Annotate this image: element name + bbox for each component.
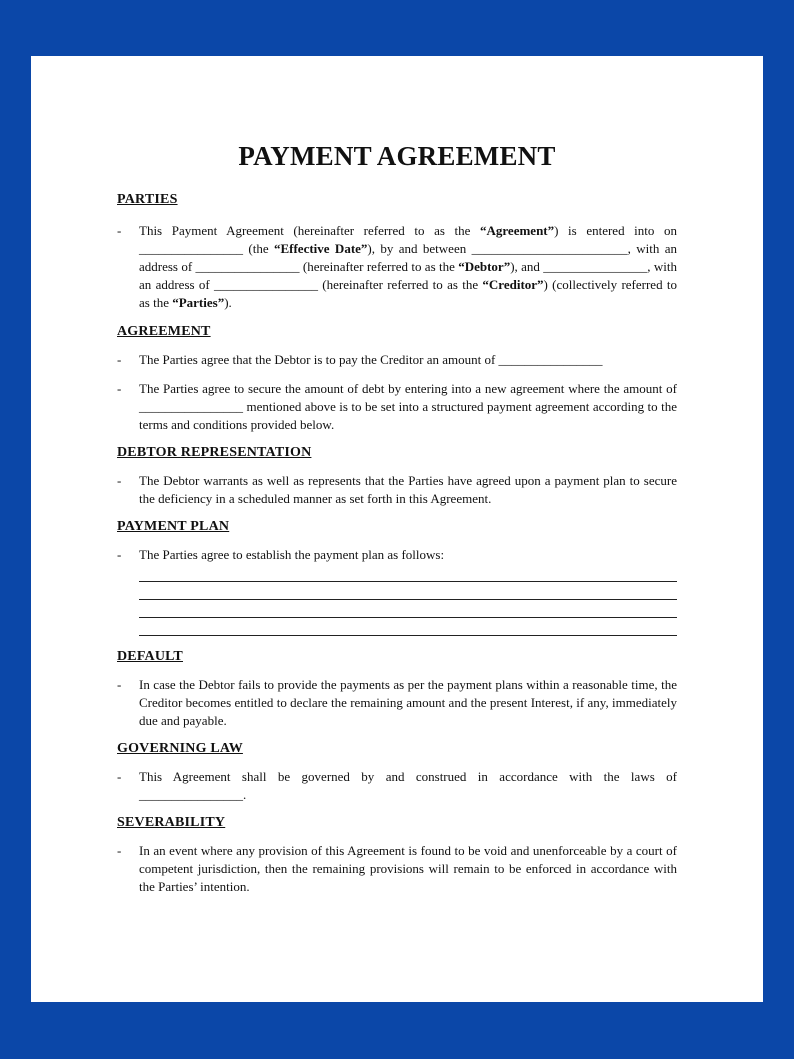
section-heading-severability: SEVERABILITY bbox=[117, 815, 226, 830]
section-heading-agreement: AGREEMENT bbox=[117, 324, 211, 339]
clause-text: In an event where any provision of this Agreement is found to be void and unenforceable by a court of competent jurisdiction, then the remaining provisions will remain to be enforced in accordance with the Parties’ intention. bbox=[139, 843, 677, 894]
default-clause bbox=[117, 676, 677, 730]
parties-text: ), by and between ________________________, with an address of ________________ (hereinafter referred to as the bbox=[139, 241, 677, 274]
term-creditor: “Creditor” bbox=[482, 277, 544, 292]
parties-text: This Payment Agreement (hereinafter referred to as the bbox=[139, 223, 480, 238]
section-heading-debtor-representation: DEBTOR REPRESENTATION bbox=[117, 445, 312, 460]
severability-clause bbox=[117, 842, 677, 896]
term-agreement: “Agreement” bbox=[480, 223, 555, 238]
clause-text: This Agreement shall be governed by and construed in accordance with the laws of ________________. bbox=[139, 769, 677, 802]
clause-text: The Parties agree that the Debtor is to pay the Creditor an amount of ________________ bbox=[139, 352, 603, 367]
clause-text: In case the Debtor fails to provide the payments as per the payment plans within a reasonable time, the Creditor becomes entitled to declare the remaining amount and the present Interest, if any, immediately due and payable. bbox=[139, 677, 677, 728]
section-heading-parties: PARTIES bbox=[117, 192, 178, 207]
bullet-dash: - bbox=[117, 473, 122, 488]
bullet-dash: - bbox=[117, 381, 122, 396]
parties-clause bbox=[117, 222, 677, 312]
document-body bbox=[117, 192, 677, 896]
parties-text: ), and ________________, with an address of ________________ (hereinafter referred to as the bbox=[139, 259, 677, 292]
bullet-dash: - bbox=[117, 843, 122, 858]
payment-plan-blank-line-3 bbox=[139, 600, 677, 618]
debtor-representation-clause bbox=[117, 472, 677, 508]
payment-plan-blank-line-4 bbox=[139, 618, 677, 636]
agreement-clause-2 bbox=[117, 380, 677, 434]
payment-plan-blank-line-2 bbox=[139, 582, 677, 600]
parties-text: ) is entered into on ________________ (the bbox=[139, 223, 677, 256]
document-title: PAYMENT AGREEMENT bbox=[238, 141, 556, 171]
bullet-dash: - bbox=[117, 223, 122, 238]
document-page bbox=[31, 56, 763, 1002]
clause-text: The Parties agree to establish the payment plan as follows: bbox=[139, 547, 445, 562]
clause-text: The Debtor warrants as well as represents that the Parties have agreed upon a payment plan to secure the deficiency in a scheduled manner as set forth in this Agreement. bbox=[139, 473, 677, 506]
term-parties: “Parties” bbox=[172, 295, 225, 310]
payment-plan-clause bbox=[117, 546, 677, 636]
term-debtor: “Debtor” bbox=[458, 259, 511, 274]
bullet-dash: - bbox=[117, 547, 122, 562]
section-heading-payment-plan: PAYMENT PLAN bbox=[117, 519, 230, 534]
clause-text: The Parties agree to secure the amount of debt by entering into a new agreement where the amount of ________________ mentioned above is to be set into a structured payment agreement according to the terms and conditions provided below. bbox=[139, 381, 677, 432]
parties-text: ). bbox=[224, 295, 232, 310]
section-heading-default: DEFAULT bbox=[117, 649, 183, 664]
term-effective-date: “Effective Date” bbox=[273, 241, 368, 256]
parties-text: ) (collectively referred to as the bbox=[139, 277, 677, 310]
section-heading-governing-law: GOVERNING LAW bbox=[117, 741, 243, 756]
payment-plan-blank-line-1 bbox=[139, 564, 677, 582]
bullet-dash: - bbox=[117, 769, 122, 784]
governing-law-clause bbox=[117, 768, 677, 804]
agreement-clause-1 bbox=[117, 351, 677, 369]
bullet-dash: - bbox=[117, 352, 122, 367]
bullet-dash: - bbox=[117, 677, 122, 692]
